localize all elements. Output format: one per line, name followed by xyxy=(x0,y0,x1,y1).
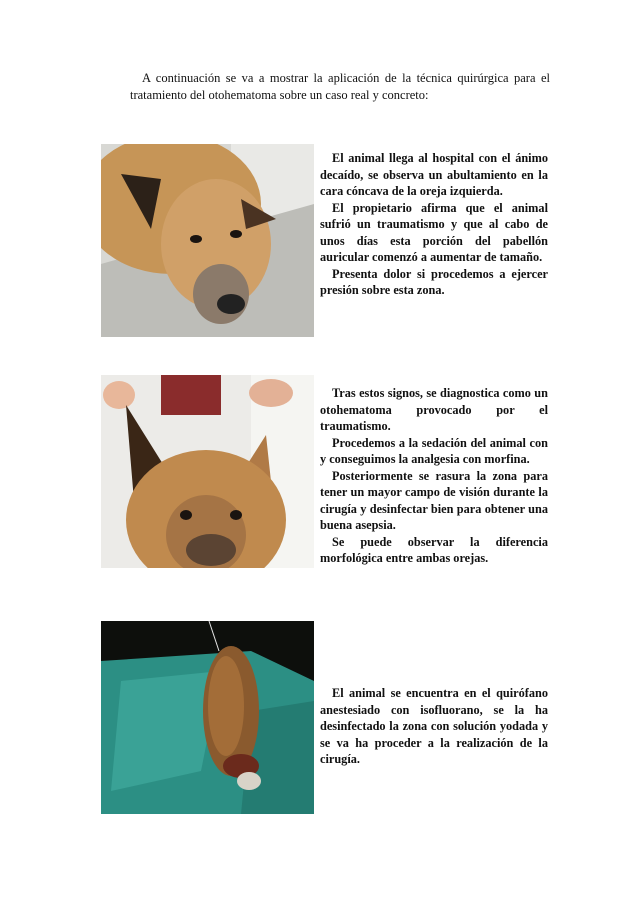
section-1-paragraph: El animal llega al hospital con el ánimo decaído, se observa un abultamiento en la cara cóncava de la oreja izquierda. xyxy=(320,151,548,198)
section-1-text xyxy=(320,150,548,299)
intro-paragraph: A continuación se va a mostrar la aplicación de la técnica quirúrgica para el tratamiento del otohematoma sobre un caso real y concreto: xyxy=(130,71,550,102)
section-2-text xyxy=(320,385,548,567)
section-2-paragraph: Se puede observar la diferencia morfológica entre ambas orejas. xyxy=(320,534,548,565)
photo-dog-ears-raised xyxy=(101,375,314,568)
section-1-paragraph: Presenta dolor si procedemos a ejercer presión sobre esta zona. xyxy=(320,266,548,297)
section-3-paragraph: El animal se encuentra en el quirófano anestesiado con isofluorano, se la ha desinfectado la zona con solución yodada y se va ha proceder a la realización de la cirugía. xyxy=(320,686,548,766)
photo-dog-lying-on-table xyxy=(101,144,314,337)
section-1-paragraph: El propietario afirma que el animal sufrió un traumatismo y que al cabo de unos días esta porción del pabellón auricular comenzó a aumentar de tamaño. xyxy=(320,200,548,264)
section-2-paragraph: Posteriormente se rasura la zona para tener un mayor campo de visión durante la cirugía y desinfectar bien para obtener una buena asepsia. xyxy=(320,468,548,532)
section-2-paragraph: Procedemos a la sedación del animal con y conseguimos la analgesia con morfina. xyxy=(320,435,548,466)
section-3-text xyxy=(320,685,548,768)
section-2-paragraph: Tras estos signos, se diagnostica como un otohematoma provocado por el traumatismo. xyxy=(320,386,548,433)
photo-surgery-field xyxy=(101,621,314,814)
